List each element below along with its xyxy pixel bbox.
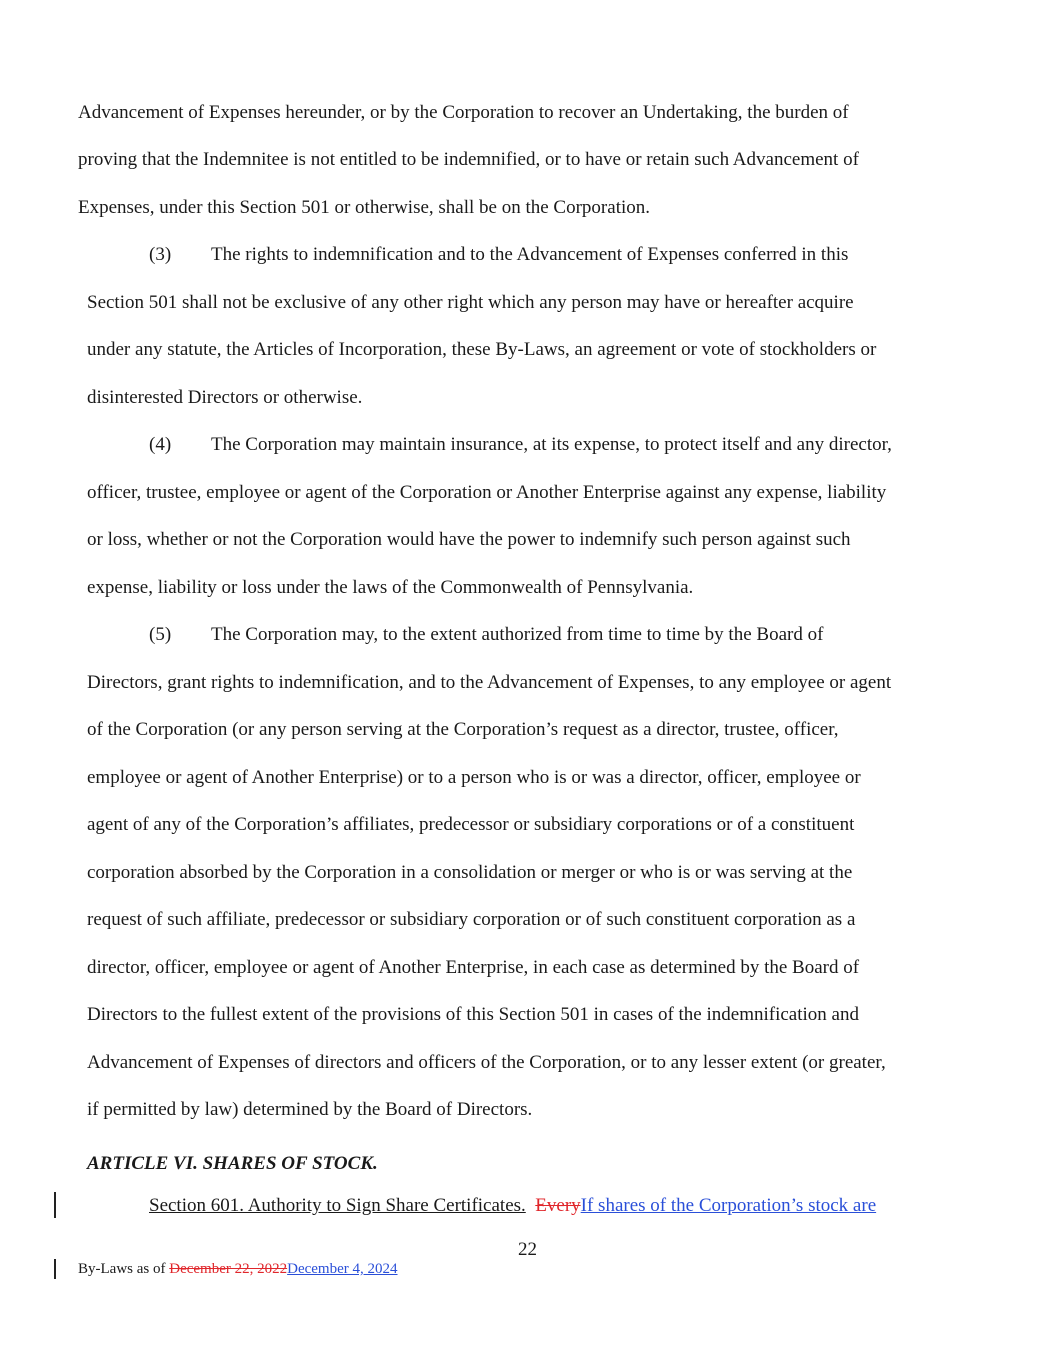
change-bar — [54, 1192, 56, 1218]
section-601-title: Section 601. Authority to Sign Share Certificates. — [149, 1195, 526, 1216]
deleted-text: Every — [535, 1195, 581, 1216]
body-line: agent of any of the Corporation’s affiliates, predecessor or subsidiary corporations or of a constituent — [87, 814, 855, 835]
footer-inserted-date: December 4, 2024 — [287, 1261, 398, 1277]
body-line: Advancement of Expenses hereunder, or by the Corporation to recover an Undertaking, the burden of — [78, 102, 849, 123]
body-line: expense, liability or loss under the laws of the Commonwealth of Pennsylvania. — [87, 577, 694, 598]
body-line: if permitted by law) determined by the Board of Directors. — [87, 1099, 533, 1120]
body-line: of the Corporation (or any person serving at the Corporation’s request as a director, trustee, officer, — [87, 719, 839, 740]
section-601-line — [149, 1194, 876, 1218]
paragraph-number-5: (5) — [149, 624, 172, 645]
paragraph-number-3: (3) — [149, 244, 172, 265]
footer-change-bar — [54, 1259, 56, 1279]
body-line: Expenses, under this Section 501 or otherwise, shall be on the Corporation. — [78, 197, 651, 218]
body-line: request of such affiliate, predecessor or subsidiary corporation or of such constituent corporation as a — [87, 909, 856, 930]
paragraph-5-first-line: The Corporation may, to the extent authorized from time to time by the Board of — [211, 624, 824, 645]
body-line: Section 501 shall not be exclusive of any other right which any person may have or hereafter acquire — [87, 292, 854, 313]
body-line: Advancement of Expenses of directors and officers of the Corporation, or to any lesser extent (or greater, — [87, 1052, 886, 1073]
paragraph-3-first-line: The rights to indemnification and to the Advancement of Expenses conferred in this — [211, 244, 849, 265]
body-line: director, officer, employee or agent of Another Enterprise, in each case as determined by the Board of — [87, 957, 860, 978]
footer — [78, 1259, 398, 1279]
footer-prefix: By-Laws as of — [78, 1261, 170, 1277]
footer-deleted-date: December 22, 2022 — [169, 1261, 288, 1277]
spacer — [526, 1195, 536, 1216]
body-line: disinterested Directors or otherwise. — [87, 387, 363, 408]
inserted-text: If shares of the Corporation’s stock are — [580, 1195, 877, 1216]
body-line: corporation absorbed by the Corporation in a consolidation or merger or who is or was serving at the — [87, 862, 853, 883]
body-line: or loss, whether or not the Corporation would have the power to indemnify such person against such — [87, 529, 851, 550]
body-line: Directors, grant rights to indemnification, and to the Advancement of Expenses, to any employee or agent — [87, 672, 892, 693]
page-number: 22 — [518, 1239, 537, 1260]
paragraph-4-first-line: The Corporation may maintain insurance, at its expense, to protect itself and any director, — [211, 434, 892, 455]
article-heading: ARTICLE VI. SHARES OF STOCK. — [87, 1153, 378, 1174]
body-line: under any statute, the Articles of Incorporation, these By-Laws, an agreement or vote of stockholders or — [87, 339, 877, 360]
body-line: proving that the Indemnitee is not entitled to be indemnified, or to have or retain such Advancement of — [78, 149, 859, 170]
paragraph-number-4: (4) — [149, 434, 172, 455]
body-line: employee or agent of Another Enterprise) or to a person who is or was a director, officer, employee or — [87, 767, 861, 788]
body-line: Directors to the fullest extent of the provisions of this Section 501 in cases of the indemnification and — [87, 1004, 859, 1025]
body-line: officer, trustee, employee or agent of the Corporation or Another Enterprise against any expense, liability — [87, 482, 887, 503]
